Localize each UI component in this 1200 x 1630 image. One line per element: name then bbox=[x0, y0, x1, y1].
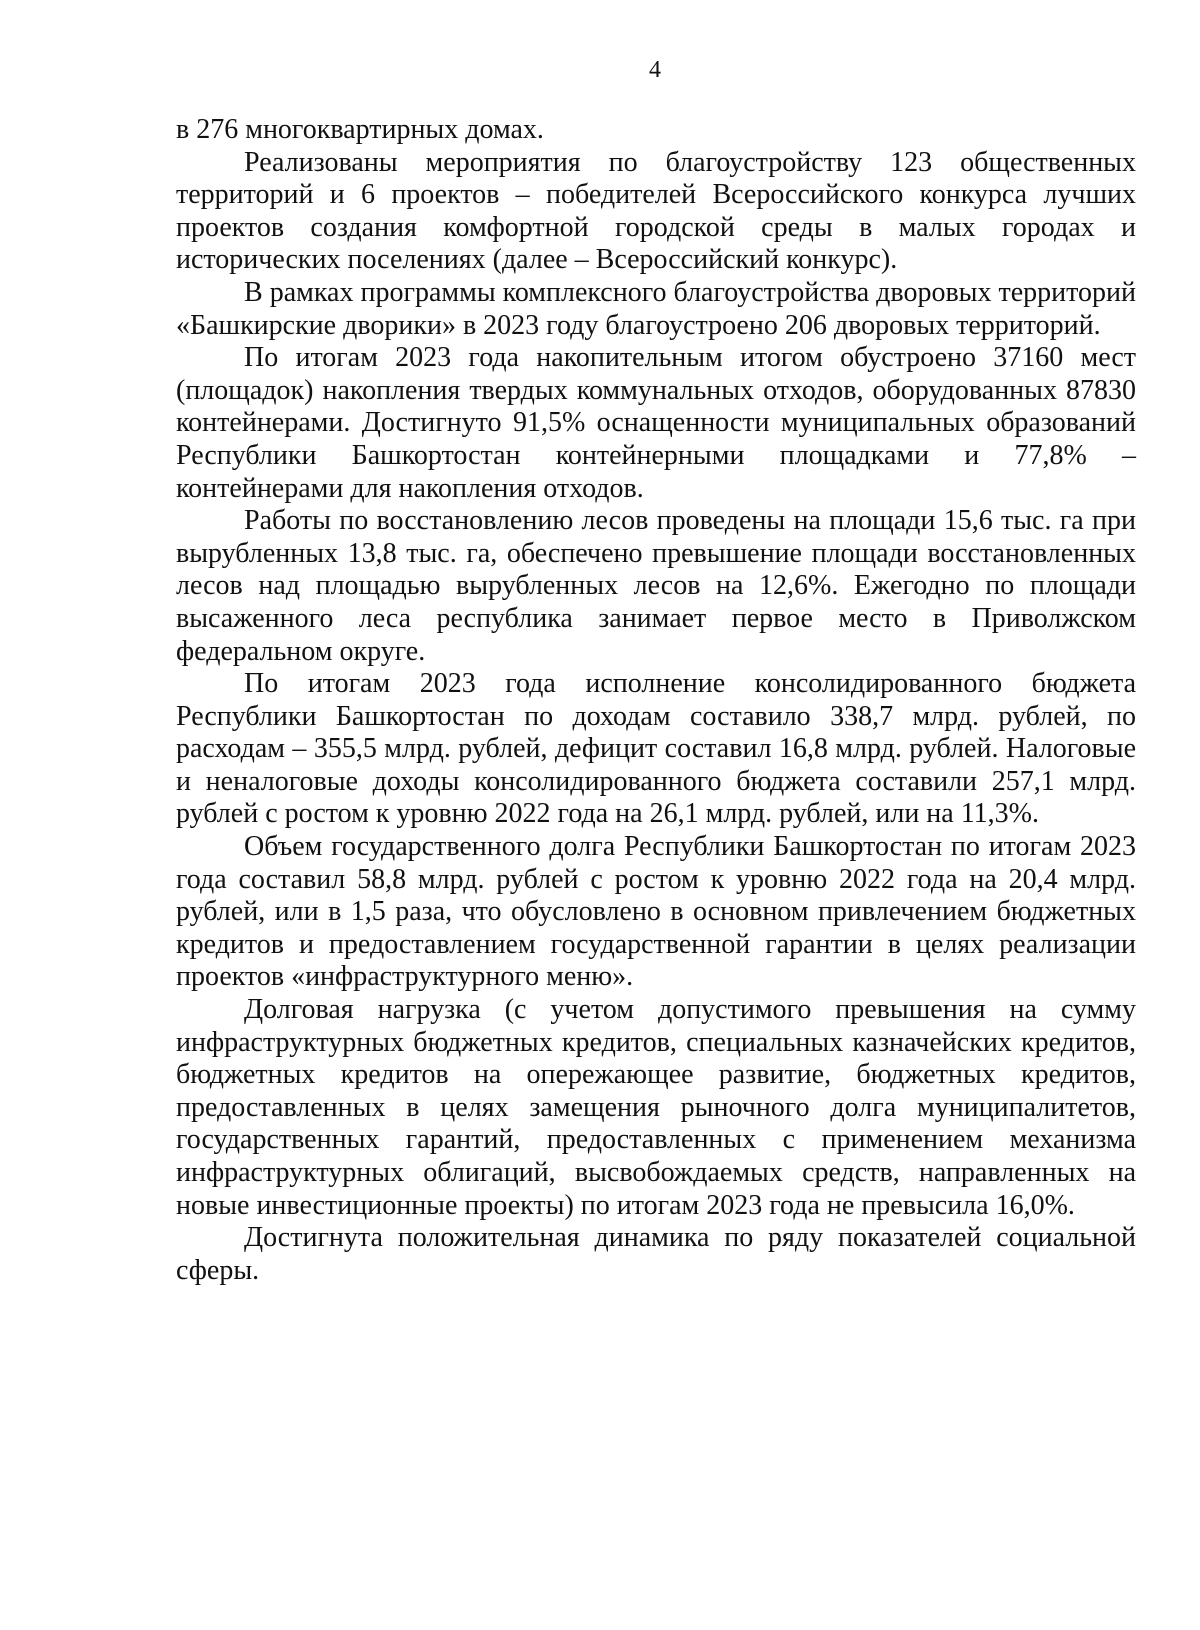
paragraph-state-debt: Объем государственного долга Республики Башкортостан по итогам 2023 года составил 58,8 млрд. рублей с ростом к уровню 2022 года на 20,4 млрд. рублей, или в 1,5 раза, что обусловлено в основном привлечением бюджетных кредитов и предоставлением государственной гарантии в целях реализации проектов «инфраструктурного меню». bbox=[176, 831, 1136, 993]
page-number: 4 bbox=[649, 57, 661, 83]
paragraph-continuation: в 276 многоквартирных домах. bbox=[176, 114, 544, 145]
document-body bbox=[176, 114, 1136, 1287]
paragraph-debt-load: Долговая нагрузка (с учетом допустимого превышения на сумму инфраструктурных бюджетных кредитов, специальных казначейских кредитов, бюджетных кредитов на опережающее развитие, бюджетных кредитов, предоставленных в целях замещения рыночного долга муниципалитетов, государственных гарантий, предоставленных с применением механизма инфраструктурных облигаций, высвобождаемых средств, направленных на новые инвестиционные проекты) по итогам 2023 года не превысила 16,0%. bbox=[176, 994, 1136, 1221]
paragraph-social-sphere: Достигнута положительная динамика по ряду показателей социальной сферы. bbox=[176, 1222, 1136, 1286]
paragraph-bashkir-courtyards: В рамках программы комплексного благоустройства дворовых территорий «Башкирские дворики» в 2023 году благоустроено 206 дворовых территорий. bbox=[176, 276, 1136, 341]
paragraph-forest-restoration: Работы по восстановлению лесов проведены на площади 15,6 тыс. га при вырубленных 13,8 тыс. га, обеспечено превышение площади восстановленных лесов над площадью вырубленных лесов на 12,6%. Ежегодно по площади высаженного леса республика занимает первое место в Приволжском федеральном округе. bbox=[176, 505, 1136, 667]
paragraph-budget-execution: По итогам 2023 года исполнение консолидированного бюджета Республики Башкортостан по доходам составило 338,7 млрд. рублей, по расходам – 355,5 млрд. рублей, дефицит составил 16,8 млрд. рублей. Налоговые и неналоговые доходы консолидированного бюджета составили 257,1 млрд. рублей с ростом к уровню 2022 года на 26,1 млрд. рублей, или на 11,3%. bbox=[176, 668, 1136, 830]
paragraph-public-territories: Реализованы мероприятия по благоустройству 123 общественных территорий и 6 проектов – победителей Всероссийского конкурса лучших проектов создания комфортной городской среды в малых городах и исторических поселениях (далее – Всероссийский конкурс). bbox=[176, 146, 1136, 276]
paragraph-waste-sites: По итогам 2023 года накопительным итогом обустроено 37160 мест (площадок) накопления твердых коммунальных отходов, оборудованных 87830 контейнерами. Достигнуто 91,5% оснащенности муниципальных образований Республики Башкортостан контейнерными площадками и 77,8% – контейнерами для накопления отходов. bbox=[176, 342, 1136, 504]
